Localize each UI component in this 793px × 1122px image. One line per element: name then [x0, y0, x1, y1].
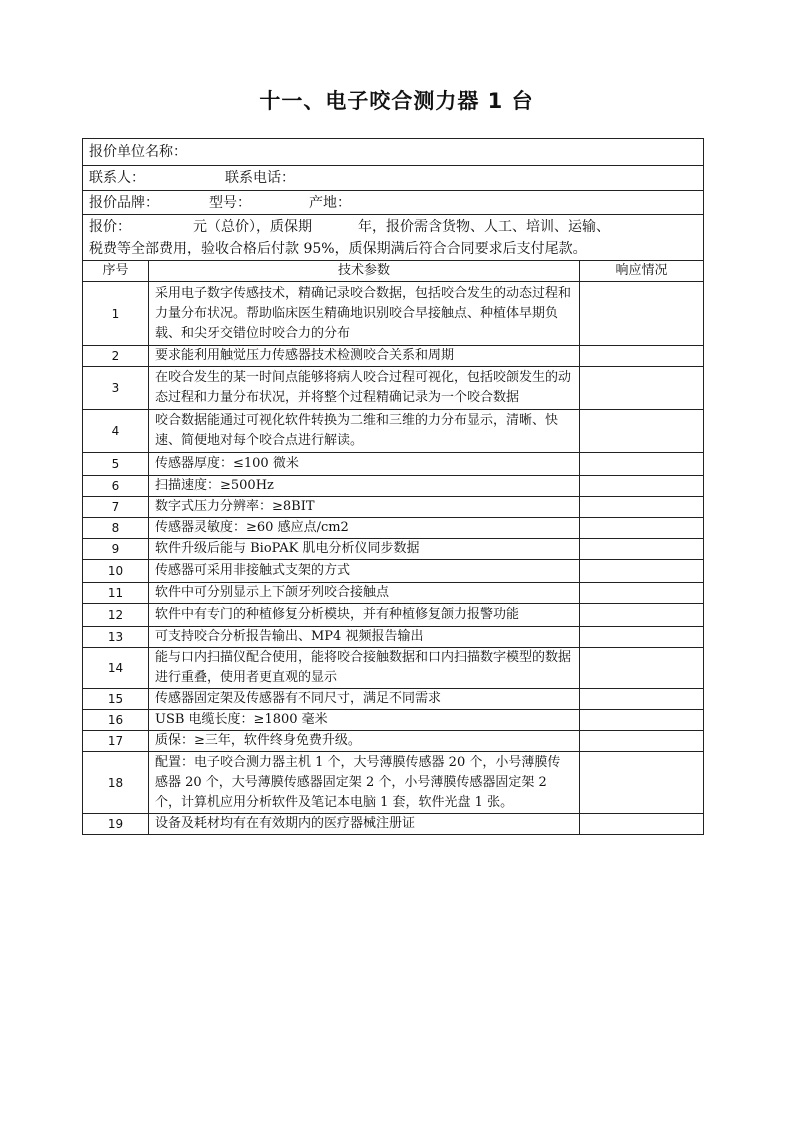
row-number: 4: [83, 410, 149, 453]
row-response[interactable]: [580, 731, 704, 752]
row-number: 3: [83, 367, 149, 410]
table-row: [83, 346, 704, 367]
row-number: 13: [83, 627, 149, 648]
row-spec: 咬合数据能通过可视化软件转换为二维和三维的力分布显示，清晰、快速、简便地对每个咬合点进行解读。: [149, 410, 580, 453]
price-unit: 元（总价），质保期: [193, 218, 312, 235]
row-number: 8: [83, 518, 149, 539]
row-response[interactable]: [580, 367, 704, 410]
row-response[interactable]: [580, 560, 704, 583]
origin-label: 产地：: [309, 194, 351, 211]
price-row: [83, 215, 704, 261]
row-response[interactable]: [580, 497, 704, 518]
price-clause: 年，报价需含货物、人工、培训、运输、: [358, 218, 610, 235]
row-spec: 采用电子数字传感技术，精确记录咬合数据，包括咬合发生的动态过程和力量分布状况。帮助临床医生精确地识别咬合早接触点、种植体早期负载、和尖牙交错位时咬合力的分布: [149, 282, 580, 346]
row-spec: 传感器厚度：≤100 微米: [149, 453, 580, 476]
row-response[interactable]: [580, 627, 704, 648]
row-response[interactable]: [580, 476, 704, 497]
table-header-row: [83, 261, 704, 282]
row-spec: 软件中有专门的种植修复分析模块，并有种植修复颌力报警功能: [149, 604, 580, 627]
row-number: 11: [83, 583, 149, 604]
row-spec: 设备及耗材均有在有效期内的医疗器械注册证: [149, 814, 580, 835]
row-number: 17: [83, 731, 149, 752]
row-number: 19: [83, 814, 149, 835]
phone-label: 联系电话：: [225, 170, 295, 186]
table-row: [83, 689, 704, 710]
row-spec: 配置：电子咬合测力器主机 1 个，大号薄膜传感器 20 个，小号薄膜传感器 20 个，大号薄膜传感器固定架 2 个，小号薄膜传感器固定架 2 个，计算机应用分析软件及笔记本电脑 1 套，软件光盘 1 张。: [149, 752, 580, 814]
table-row: [83, 814, 704, 835]
price-label: 报价：: [89, 218, 131, 235]
row-response[interactable]: [580, 604, 704, 627]
contact-label: 联系人：: [89, 170, 145, 186]
row-response[interactable]: [580, 539, 704, 560]
row-spec: 软件中可分别显示上下颌牙列咬合接触点: [149, 583, 580, 604]
table-row: [83, 367, 704, 410]
model-label: 型号：: [209, 194, 251, 211]
brand-row: [83, 191, 704, 215]
row-spec: 传感器灵敏度：≥60 感应点/cm2: [149, 518, 580, 539]
row-spec: 在咬合发生的某一时间点能够将病人咬合过程可视化，包括咬颌发生的动态过程和力量分布状况，并将整个过程精确记录为一个咬合数据: [149, 367, 580, 410]
quotation-table: [82, 138, 704, 835]
row-number: 2: [83, 346, 149, 367]
row-number: 1: [83, 282, 149, 346]
table-row: [83, 476, 704, 497]
row-number: 16: [83, 710, 149, 731]
row-number: 15: [83, 689, 149, 710]
row-spec: 质保：≥三年，软件终身免费升级。: [149, 731, 580, 752]
row-spec: 能与口内扫描仪配合使用，能将咬合接触数据和口内扫描数字模型的数据进行重叠，使用者更直观的显示: [149, 648, 580, 689]
row-spec: 软件升级后能与 BioPAK 肌电分析仪同步数据: [149, 539, 580, 560]
row-response[interactable]: [580, 583, 704, 604]
row-response[interactable]: [580, 453, 704, 476]
table-row: [83, 560, 704, 583]
row-number: 5: [83, 453, 149, 476]
row-response[interactable]: [580, 752, 704, 814]
row-spec: 扫描速度：≥500Hz: [149, 476, 580, 497]
row-response[interactable]: [580, 410, 704, 453]
row-response[interactable]: [580, 814, 704, 835]
table-row: [83, 518, 704, 539]
row-spec: 数字式压力分辨率：≥8BIT: [149, 497, 580, 518]
table-row: [83, 583, 704, 604]
price-clause-2: 税费等全部费用，验收合格后付款 95%，质保期满后符合合同要求后支付尾款。: [89, 240, 587, 257]
table-row: [83, 497, 704, 518]
table-row: [83, 410, 704, 453]
row-number: 6: [83, 476, 149, 497]
row-number: 14: [83, 648, 149, 689]
table-row: [83, 731, 704, 752]
row-number: 12: [83, 604, 149, 627]
unit-name-row: [83, 139, 704, 166]
row-response[interactable]: [580, 710, 704, 731]
row-spec: 传感器可采用非接触式支架的方式: [149, 560, 580, 583]
contact-row: [83, 166, 704, 191]
table-row: [83, 648, 704, 689]
row-spec: 可支持咬合分析报告输出、MP4 视频报告输出: [149, 627, 580, 648]
row-response[interactable]: [580, 518, 704, 539]
header-spec: 技术参数: [149, 261, 580, 282]
row-number: 7: [83, 497, 149, 518]
table-row: [83, 752, 704, 814]
unit-name-label: 报价单位名称：: [89, 144, 187, 160]
row-number: 9: [83, 539, 149, 560]
table-row: [83, 539, 704, 560]
row-number: 10: [83, 560, 149, 583]
row-response[interactable]: [580, 648, 704, 689]
brand-label: 报价品牌：: [89, 194, 159, 211]
row-number: 18: [83, 752, 149, 814]
row-spec: 要求能利用触觉压力传感器技术检测咬合关系和周期: [149, 346, 580, 367]
row-response[interactable]: [580, 346, 704, 367]
table-row: [83, 282, 704, 346]
table-row: [83, 710, 704, 731]
row-spec: 传感器固定架及传感器有不同尺寸，满足不同需求: [149, 689, 580, 710]
page-title: 十一、电子咬合测力器 1 台: [259, 89, 534, 113]
header-no: 序号: [83, 261, 149, 282]
header-response: 响应情况: [580, 261, 704, 282]
row-response[interactable]: [580, 689, 704, 710]
row-response[interactable]: [580, 282, 704, 346]
table-row: [83, 604, 704, 627]
table-row: [83, 453, 704, 476]
table-row: [83, 627, 704, 648]
row-spec: USB 电缆长度：≥1800 毫米: [149, 710, 580, 731]
